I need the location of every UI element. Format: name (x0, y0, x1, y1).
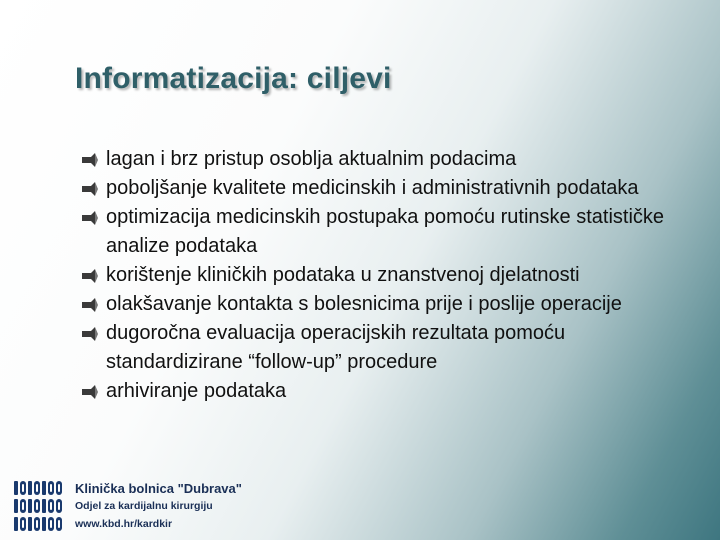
bullet-item (82, 145, 702, 174)
bullet-text: olakšavanje kontakta s bolesnicima prije i poslije operacije (106, 293, 622, 315)
bullet-item (82, 319, 702, 377)
hospital-logo-icon (12, 478, 68, 534)
diamond-bullet-icon (82, 298, 98, 312)
bullet-item (82, 174, 702, 203)
diamond-bullet-icon (82, 327, 98, 341)
bullet-text: optimizacija medicinskih postupaka pomoću rutinske statističke analize podataka (106, 206, 665, 257)
footer-department: Odjel za kardijalnu kirurgiju (75, 500, 213, 512)
bullet-text: poboljšanje kvalitete medicinskih i administrativnih podataka (106, 177, 639, 199)
bullet-item (82, 203, 702, 261)
diamond-bullet-icon (82, 182, 98, 196)
footer (75, 480, 242, 533)
bullet-item (82, 290, 702, 319)
bullet-item (82, 261, 702, 290)
footer-institution: Klinička bolnica "Dubrava" (75, 481, 242, 496)
bullet-text: arhiviranje podataka (106, 380, 287, 402)
slide-title: Informatizacija: ciljevi (75, 62, 392, 95)
bullet-text: dugoročna evaluacija operacijskih rezultata pomoću standardizirane “follow-up” procedure (106, 322, 566, 373)
bullet-item (82, 377, 702, 406)
footer-url: www.kbd.hr/kardkir (75, 518, 173, 530)
diamond-bullet-icon (82, 211, 98, 225)
bullet-text: korištenje kliničkih podataka u znanstvenoj djelatnosti (106, 264, 580, 286)
bullet-text: lagan i brz pristup osoblja aktualnim podacima (106, 148, 517, 170)
diamond-bullet-icon (82, 385, 98, 399)
bullet-list (82, 145, 702, 406)
diamond-bullet-icon (82, 269, 98, 283)
diamond-bullet-icon (82, 153, 98, 167)
